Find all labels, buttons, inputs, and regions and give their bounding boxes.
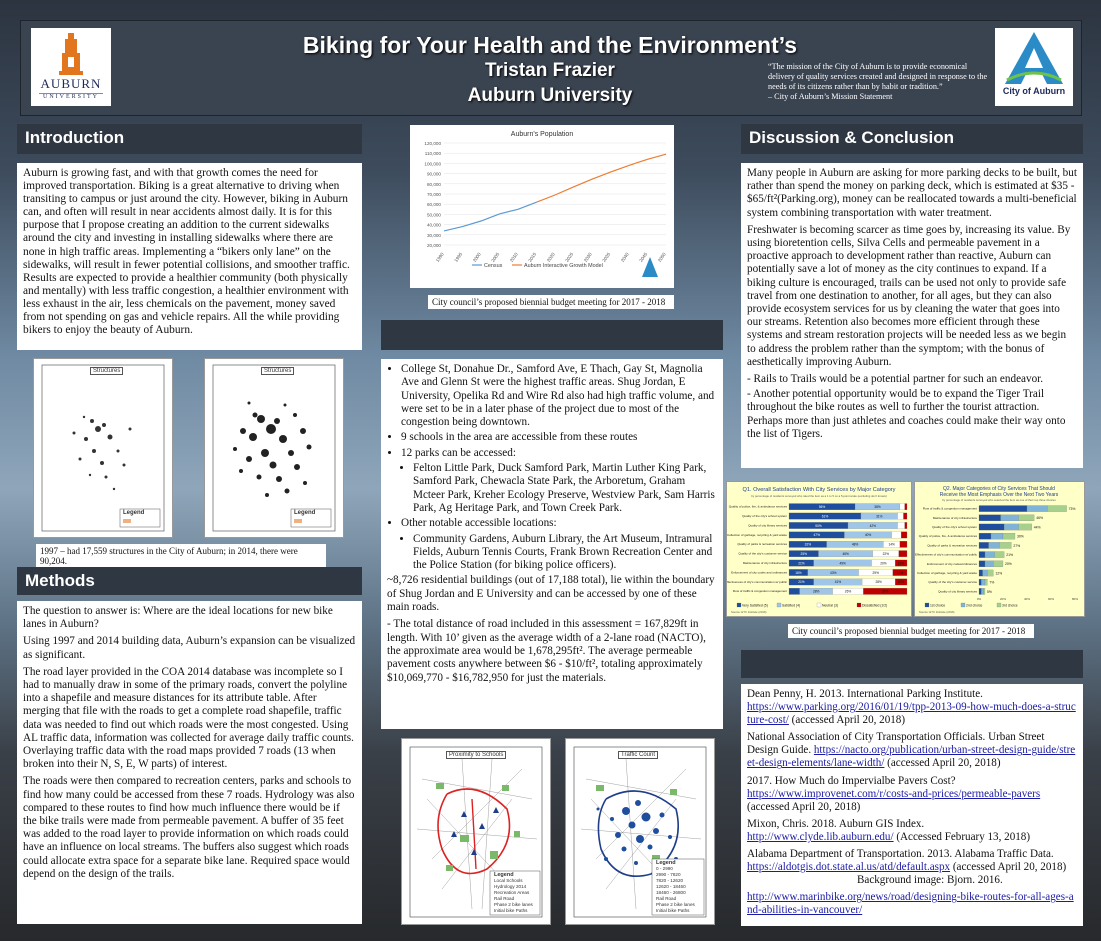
y-tick-label: 90,000 — [426, 171, 441, 177]
legend-label: Very Satisfied (5) — [742, 603, 768, 608]
x-tick-label: 2040 — [619, 251, 630, 263]
q2-chart-svg — [915, 482, 1084, 616]
series-line — [444, 202, 537, 231]
methods-text — [17, 601, 362, 924]
structures-map-2014-title: Structures — [261, 367, 294, 375]
series-line — [537, 154, 667, 202]
x-tick-label: 2050 — [656, 251, 667, 263]
population-caption: City council’s proposed biennial budget meeting for 2017 - 2018 — [428, 295, 674, 309]
structures-1997-plot — [34, 359, 172, 537]
data-label: 20% — [1005, 562, 1012, 567]
bar-segment — [903, 513, 907, 519]
legend-swatch — [817, 603, 821, 607]
data-label: 30% — [1017, 534, 1024, 539]
bar-segment — [979, 533, 991, 539]
findings-text — [381, 359, 723, 729]
ref-3-text: 2017. How Much do Impervialbe Pavers Cost? — [747, 774, 956, 787]
auburn-university-logo — [31, 28, 111, 106]
ref-2-link[interactable]: https://nacto.org/publication/urban-street-design-guide/street-design-elements/lane-width/ — [747, 744, 1076, 770]
bar-segment — [900, 541, 907, 547]
schools-legend-item: Phase 2 bike lanes — [494, 902, 533, 907]
category-label: Flow of traffic & congestion management — [922, 506, 977, 511]
bar-segment — [979, 552, 985, 558]
bar-segment — [905, 522, 907, 528]
ref-6-link[interactable]: http://www.marinbike.org/news/road/designing-bike-routes-for-all-ages-and-abilities-in-vancouver/ — [747, 891, 1074, 917]
y-tick-label: 30,000 — [426, 232, 441, 238]
discussion-heading: Discussion & Conclusion — [741, 124, 1083, 154]
x-tick-label: 2025 — [564, 251, 575, 263]
bar-segment — [979, 570, 983, 576]
y-tick-label: 100,000 — [424, 161, 441, 167]
data-label: 46% — [1036, 516, 1043, 521]
data-label: 43% — [830, 570, 837, 575]
bar-segment — [1004, 524, 1018, 530]
data-label: 47% — [813, 533, 820, 538]
x-tick-label: 2010 — [508, 251, 519, 263]
data-label: 42% — [869, 523, 876, 528]
chart-source: Source: ETC Institute (2016) — [919, 610, 955, 614]
category-label: Collection of garbage, recycling & yard waste — [916, 571, 977, 575]
schools-map-legend — [494, 872, 533, 914]
structures-map-1997-legend: Legend — [123, 510, 145, 516]
data-label: 25% — [800, 552, 807, 556]
legend-label: 3rd choice — [1002, 603, 1018, 608]
bar-segment — [979, 579, 981, 585]
category-label: Quality of the city's customer service — [928, 580, 977, 585]
data-label: 12% — [896, 570, 904, 575]
category-label: Quality of parks & recreation services — [927, 543, 977, 548]
references — [741, 684, 1083, 926]
data-label: 41% — [834, 580, 842, 585]
logo-line2: UNIVERSITY — [39, 93, 103, 100]
category-label: Quality of city library services — [748, 523, 787, 528]
bar-segment — [789, 588, 800, 594]
category-label: Maintenance of city infrastructure — [932, 515, 977, 520]
q2-emphasis-chart — [914, 481, 1085, 617]
traffic-legend-title: Legend — [656, 860, 676, 866]
data-label: 20% — [880, 561, 887, 566]
y-tick-label: 110,000 — [424, 151, 441, 157]
ref-4-text: Mixon, Chris. 2018. Auburn GIS Index. — [747, 817, 925, 830]
data-label: 26% — [844, 589, 852, 594]
residential-note: ~8,726 residential buildings (out of 17,188 total), lie within the boundary of Shug Jordan and E University and can be accessed by one of these main roads. — [387, 574, 715, 614]
x-tick-label: 40% — [1023, 597, 1031, 601]
structures-caption: 1997 – had 17,559 structures in the City of Auburn; in 2014, there were 90,204. — [36, 544, 326, 568]
legend-swatch — [925, 603, 929, 607]
data-label: 46% — [842, 552, 849, 556]
ref-4-link[interactable]: http://www.clyde.lib.auburn.edu/ — [747, 830, 894, 843]
legend-label: Auburn Interactive Growth Model — [524, 263, 603, 269]
chart-subtitle: by percentage of residents surveyed who selected the item as one of their top three choices — [942, 498, 1056, 502]
data-label: 28% — [875, 580, 882, 585]
bar-segment — [979, 524, 1004, 530]
bar-segment — [1019, 515, 1035, 521]
bar-segment — [985, 561, 993, 567]
bar-segment — [979, 542, 989, 548]
legend-label: Dissatisfied (1/2) — [862, 603, 888, 608]
ref-3-link[interactable]: https://www.improvenet.com/r/costs-and-prices/permeable-pavers — [747, 787, 1041, 800]
x-tick-label: 2035 — [601, 251, 612, 263]
x-tick-label: 1995 — [453, 251, 464, 263]
other-locations-list: • Community Gardens, Auburn Library, the Art Museum, Intramural Fields, Auburn Tennis Courts, Frank Brown Recreation Center and the Police Station (for biking police officers). — [413, 533, 717, 573]
bar-segment — [898, 513, 904, 519]
category-label: Effectiveness of city's communication w/ public — [915, 552, 977, 557]
chart-title: Q2. Major Categories of City Services That Should — [943, 486, 1055, 492]
data-label: 5% — [987, 589, 992, 594]
data-label: 21% — [1006, 553, 1013, 557]
legend-swatch — [737, 603, 741, 607]
structures-2014-plot — [205, 359, 343, 537]
y-tick-label: 20,000 — [426, 243, 441, 248]
traffic-legend-item: Rail Road — [656, 896, 677, 901]
category-label: Maintenance of city infrastructure — [742, 561, 787, 565]
category-label: Flow of traffic & congestion management — [732, 589, 787, 594]
data-label: 12% — [995, 571, 1003, 576]
center-divider-band — [381, 320, 723, 350]
methods-heading: Methods — [17, 567, 362, 595]
traffic-map-title: Traffic Count — [618, 751, 658, 759]
q1-satisfaction-chart — [726, 481, 912, 617]
category-label: Quality of city library services — [938, 589, 977, 594]
discussion-text — [741, 163, 1083, 468]
bar-segment — [985, 552, 995, 558]
y-tick-label: 70,000 — [426, 192, 441, 197]
introduction-text: Auburn is growing fast, and with that growth comes the need for improved transportation. Biking is a great alternative to driving when transiting to campus or just around the city. However, biking in Auburn can, and often will result in near accidents almost daily. It is for this purpose that I propose creating an addition to the current sidewalks around the city and investing in installing sidewalks where there are none in high traffic areas. Implementing a “bikers only lane” on the sidewalks, will result in fewer potential collisions, and smoother traffic. Results are expected to provide a healthier community (both physically and mentally) with less traffic congestion, a healthier environment with less exhaust in the air, less chemicals on the pavement, money saved from not spending on gas and vehicle repairs. All the while providing bikers to enjoy the beauty of Auburn. — [17, 163, 362, 350]
ref-1-link[interactable]: https://www.parking.org/2016/01/19/tpp-2013-09-how-much-does-a-structure-cost/ — [747, 701, 1076, 727]
ref-2-text: National Association of City Transportation Officials. Urban Street Design Guide. — [747, 731, 1045, 757]
legend-label: 2nd choice — [966, 603, 983, 608]
bar-segment — [1001, 515, 1019, 521]
bar-segment — [984, 588, 985, 594]
poster-title: Biking for Your Health and the Environment’s — [302, 32, 798, 58]
methods-paragraph: Using 1997 and 2014 building data, Auburn’s expansion can be visualized as significant. — [23, 635, 356, 661]
data-label: 22% — [882, 552, 889, 556]
ref-5-accessed: (accessed April 20, 2018) — [950, 861, 1067, 874]
schools-legend-item: Initial bike Paths — [494, 908, 528, 913]
city-logo-label: City of Auburn — [1002, 86, 1066, 96]
ref-3-accessed: (accessed April 20, 2018) — [747, 800, 861, 813]
chart-source: Source: ETC Institute (2016) — [731, 610, 767, 614]
bar-segment — [1047, 506, 1066, 512]
survey-caption: City council’s proposed biennial budget meeting for 2017 - 2018 — [788, 624, 1034, 638]
traffic-legend-item: 0 - 2990 — [656, 866, 673, 871]
bar-segment — [979, 506, 1027, 512]
ref-5-text: Alabama Department of Transportation. 2013. Alabama Traffic Data. — [747, 848, 1054, 861]
distance-note: - The total distance of road included in this assessment = 167,829ft in length. With 10’ given as the average width of a 2-lane road (NACTO), the approximate area would be 1,678,295ft². The average permeable pavement costs anywhere between $6 - $10/ft², totaling approximately $10,069,770 - $16,782,950 for just the materials. — [387, 618, 706, 684]
data-label: 7% — [989, 580, 995, 585]
bar-segment — [1027, 506, 1047, 512]
finding-bullet: • College St, Donahue Dr., Samford Ave, E Thach, Gay St, Magnolia Ave and Glenn St were the highest traffic areas. Shug Jordan, E University, Opelika Rd and Wire Rd also had high traffic volume, and were set to be in a later phase of the project due to most of the congestion being downtown. — [401, 363, 717, 429]
category-label: Quality of police, fire, & ambulance services — [918, 534, 977, 539]
x-tick-label: 0% — [976, 597, 982, 601]
ref-1-accessed: (accessed April 20, 2018) — [788, 714, 906, 727]
population-chart — [410, 125, 674, 288]
city-of-auburn-logo — [995, 28, 1073, 106]
tower-icon — [51, 31, 91, 77]
city-logo-icon — [999, 30, 1069, 86]
x-tick-label: 2000 — [471, 251, 482, 263]
data-label: 49% — [839, 561, 846, 566]
chart-subtitle: by percentage of residents surveyed who rated the item as a 1 to 5 on a 5-point scale (excluding don't knows) — [751, 494, 887, 498]
bar-segment — [979, 561, 985, 567]
schools-legend-item: Recreation Areas — [494, 890, 530, 895]
data-label: 73% — [1068, 507, 1076, 511]
legend-swatch — [777, 603, 781, 607]
finding-bullet: • 12 parks can be accessed: — [401, 447, 717, 460]
bar-segment — [987, 570, 993, 576]
legend-label: Neutral (3) — [822, 603, 839, 608]
legend-label: Census — [484, 263, 503, 269]
legend-label: Satisfied (4) — [782, 603, 801, 608]
x-tick-label: 2030 — [582, 251, 593, 263]
bar-segment — [989, 542, 1000, 548]
traffic-map-legend — [656, 860, 695, 914]
background-credit: Background image: Bjorn. 2016. — [857, 874, 1003, 887]
chart-title: Q1. Overall Satisfaction With City Services by Major Category — [742, 487, 896, 493]
x-tick-label: 60% — [1047, 597, 1055, 601]
logo-line1: AUBURN — [40, 76, 102, 91]
data-label: 21% — [798, 561, 805, 566]
right-divider-band — [741, 650, 1083, 678]
finding-bullet: • 9 schools in the area are accessible from these routes — [401, 431, 717, 444]
bar-segment — [898, 522, 905, 528]
traffic-legend-item: 2990 - 7820 — [656, 872, 681, 877]
traffic-legend-item: Initial bike Paths — [656, 908, 690, 913]
proximity-to-schools-map — [401, 738, 551, 925]
bar-segment — [981, 588, 983, 594]
category-label: Quality of police, fire, & ambulance services — [728, 504, 787, 509]
data-label: 44% — [1033, 525, 1041, 530]
traffic-legend-item: Phase 2 bike lanes — [656, 902, 695, 907]
methods-paragraph: The roads were then compared to recreation centers, parks and schools to find how many could be accessed from these 7 roads. Hydrology was also compared to these routes to find how much influence there would be if the bike trails were made from permeable pavement. A buffer of 35 feet was added to the road layer to provide information on which roads could have an influence on local streams. The buffers also suggest which roads could allocate extra space for a separate bike lane. Required space would depend on the design of the trails. — [23, 775, 355, 880]
traffic-legend-item: 18460 - 26800 — [656, 890, 686, 895]
data-label: 50% — [815, 523, 822, 528]
discussion-paragraph: Many people in Auburn are asking for more parking decks to be built, but rather than spend the money on parking deck, which is estimated at $35 - $65/ft²(Parking.org), money can be reallocated towards a multi-beneficial system combining transportation with water treatment. — [747, 167, 1077, 219]
bar-segment — [991, 533, 1003, 539]
bar-segment — [901, 532, 907, 538]
traffic-legend-item: 12620 - 18460 — [656, 884, 686, 889]
data-label: 27% — [1013, 543, 1021, 548]
y-tick-label: 60,000 — [426, 202, 441, 208]
x-tick-label: 2020 — [545, 251, 556, 263]
data-label: 31% — [876, 514, 883, 519]
mission-quote — [768, 62, 988, 102]
data-label: 29% — [872, 570, 879, 575]
ref-4-accessed: (Accessed February 13, 2018) — [893, 830, 1031, 843]
data-label: 14% — [888, 542, 895, 547]
bar-segment — [979, 588, 981, 594]
methods-paragraph: The question to answer is: Where are the ideal locations for new bike lanes in Auburn? — [23, 605, 333, 631]
data-label: 38% — [874, 505, 881, 509]
bar-segment — [899, 551, 907, 557]
data-label: 10% — [897, 580, 905, 585]
methods-paragraph: The road layer provided in the COA 2014 database was incomplete so I had to manually draw in some of the primary roads, convert the polyline into a shapefile and measure distances for its attribute table. After merging that file with the roads to get a complete road shapefile, traffic data was needed to find out which roads were the most congested. Using AL traffic data, information was collected for average daily traffic counts. Overlaying traffic data with the road maps provided 7 roads (13 when broken into their N, S, E, W parts) of interest. — [23, 665, 354, 771]
population-chart-svg — [410, 125, 674, 288]
legend-label: 1st choice — [930, 603, 946, 608]
data-label: 21% — [798, 580, 805, 585]
category-label: Quality of parks & recreation services — [737, 542, 787, 547]
quote-attribution: – City of Auburn’s Mission Statement — [768, 92, 893, 101]
category-label: Quality of the city's customer service — [738, 551, 787, 556]
x-tick-label: 80% — [1071, 597, 1079, 601]
bar-segment — [985, 579, 987, 585]
legend-swatch — [857, 603, 861, 607]
category-label: Effectiveness of city's communication w/ public — [727, 579, 787, 584]
data-label: 56% — [818, 505, 826, 509]
ref-2-accessed: (accessed April 20, 2018) — [884, 757, 1001, 770]
schools-legend-item: Local Schools — [494, 878, 523, 883]
category-label: Enforcement of city codes and ordinances — [731, 570, 787, 575]
bar-segment — [999, 542, 1011, 548]
chart-title-cont: Receive the Most Emphasis Over the Next Two Years — [939, 492, 1059, 498]
schools-legend-item: Rail Road — [494, 896, 515, 901]
x-tick-label: 20% — [999, 597, 1007, 601]
legend-swatch — [997, 603, 1001, 607]
ref-1-text: Dean Penny, H. 2013. International Parking Institute. — [747, 688, 983, 700]
discussion-paragraph: - Rails to Trails would be a potential partner for such an endeavor. — [747, 373, 1044, 386]
poster-institution: Auburn University — [467, 85, 633, 106]
category-label: Enforcement of city codes/ordinances — [926, 561, 977, 566]
finding-bullet: • Other notable accessible locations: — [401, 517, 717, 530]
bar-segment — [892, 532, 901, 538]
structures-map-1997-title: Structures — [90, 367, 123, 375]
data-label: 16% — [795, 570, 802, 575]
schools-map-title: Proximity to Schools — [446, 751, 506, 759]
bar-segment — [983, 570, 988, 576]
bar-segment — [1003, 533, 1015, 539]
quote-text: “The mission of the City of Auburn is to provide economical delivery of quality services created and designed in response to the needs of its citizens rather than by habit or tradition.” — [768, 62, 988, 91]
y-tick-label: 50,000 — [426, 212, 441, 218]
data-label: 40% — [864, 533, 872, 538]
structures-map-2014-legend: Legend — [294, 510, 316, 516]
schools-legend-title: Legend — [494, 872, 514, 878]
q1-chart-svg — [727, 482, 911, 616]
legend-swatch — [961, 603, 965, 607]
data-label: 28% — [812, 589, 820, 594]
x-tick-label: 2005 — [490, 251, 501, 263]
x-tick-label: 2015 — [527, 251, 538, 263]
parks-list: • Felton Little Park, Duck Samford Park, Martin Luther King Park, Samford Park, Chewacla State Park, the Arboretum, Graham Mcteer Park, Kreher Ecology Preserve, Westview Park, Sam Harris Park, Ag Heritage Park, and Town Creek Park. — [413, 462, 717, 515]
discussion-paragraph: Freshwater is becoming scarcer as time goes by, increasing its value. By using bioretention cells, Silva Cells and permeable pavement in a proactive approach to development rather than reactive, Auburn can potentially save a lot of money as the city continues to expand. If a biking culture is encouraged, trails can be used not only to provide safe travel from one destination to another, for all ages, but they can also provide ecosystem services for us by cleaning the water that goes into our streams. Retention also becomes more efficient through these systems and stream restoration projects will be needed less as we begin to address the problem rather than the symptom; with the bonus of aesthetically improving Auburn. — [747, 223, 1071, 368]
data-label: 37% — [881, 589, 889, 594]
structures-map-1997 — [33, 358, 173, 538]
discussion-paragraph: - Another potential opportunity would be to expand the Tiger Trail throughout the bike routes as well to further the tourist attraction. Perhaps more than just athletes and coaches could make their way onto the list of Tigers. — [747, 388, 1066, 440]
traffic-legend-item: 7820 - 12620 — [656, 878, 684, 883]
data-label: 61% — [821, 514, 829, 519]
introduction-heading: Introduction — [17, 124, 362, 154]
bar-segment — [995, 552, 1005, 558]
category-label: Quality of the city's school system — [932, 525, 977, 529]
bar-segment — [979, 515, 1001, 521]
category-label: Quality of the city's school system — [742, 514, 787, 518]
category-label: Collection of garbage, recycling & yard waste — [727, 532, 787, 537]
x-tick-label: 1990 — [434, 251, 445, 263]
x-tick-label: 2045 — [638, 251, 649, 263]
bar-segment — [905, 504, 907, 510]
bar-segment — [993, 561, 1003, 567]
bar-segment — [1019, 524, 1032, 530]
data-label: 32% — [804, 542, 812, 547]
poster-author: Tristan Frazier — [485, 60, 615, 81]
y-tick-label: 40,000 — [426, 222, 441, 228]
y-tick-label: 80,000 — [426, 181, 441, 187]
ref-5-link[interactable]: https://aldotgis.dot.state.al.us/atd/default.aspx — [747, 861, 951, 874]
data-label: 10% — [897, 561, 905, 566]
traffic-count-map — [565, 738, 715, 925]
bar-segment — [981, 579, 985, 585]
structures-map-2014 — [204, 358, 344, 538]
data-label: 48% — [851, 542, 859, 547]
bar-segment — [900, 504, 905, 510]
chart-title: Auburn's Population — [510, 131, 574, 138]
y-tick-label: 120,000 — [424, 141, 441, 146]
schools-legend-item: Hydrology 2014 — [494, 884, 527, 889]
